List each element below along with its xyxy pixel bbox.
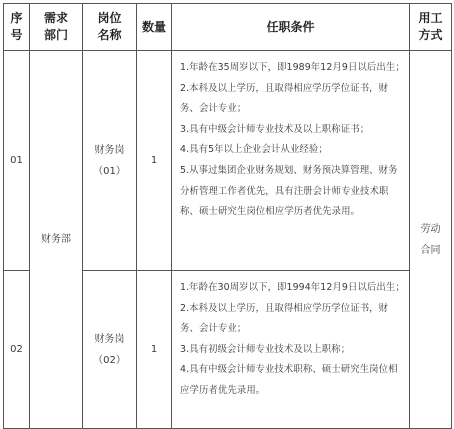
- count-cell: 1: [137, 51, 172, 271]
- requirements-cell: [172, 51, 410, 271]
- header-row: [4, 4, 452, 51]
- requirement-item: 1.年龄在30周岁以下，即1994年12月9日以后出生；: [180, 282, 405, 293]
- header-department: 需求 部门: [30, 4, 83, 51]
- requirements-cell: [172, 271, 410, 429]
- header-employment: 用工 方式: [410, 4, 452, 51]
- position-cell: 财务岗 （01）: [83, 51, 137, 271]
- position-cell: 财务岗 （02）: [83, 271, 137, 429]
- header-count: 数量: [137, 4, 172, 51]
- recruitment-table-container: [3, 3, 452, 429]
- requirement-item: 4.具有中级会计师专业技术职称、硕士研究生岗位相应学历者优先录用。: [180, 364, 398, 396]
- requirement-item: 1.年龄在35周岁以下，即1989年12月9日以后出生；: [180, 62, 405, 73]
- header-position: 岗位 名称: [83, 4, 137, 51]
- header-index: 序 号: [4, 4, 30, 51]
- requirement-item: 4.具有5年以上企业会计从业经验；: [180, 144, 328, 156]
- count-cell: 1: [137, 271, 172, 429]
- requirement-item: 3.具有初级会计师专业技术及以上职称；: [180, 343, 351, 355]
- recruitment-table: [3, 3, 452, 429]
- employment-type-cell: 劳动 合同: [410, 51, 452, 429]
- table-row: [4, 51, 452, 271]
- row-index: 01: [4, 51, 30, 271]
- row-index: 02: [4, 271, 30, 429]
- header-requirements: 任职条件: [172, 4, 410, 51]
- requirement-item: 2.本科及以上学历，且取得相应学历学位证书，财务、会计专业；: [180, 302, 389, 335]
- department-cell: 财务部: [30, 51, 83, 429]
- requirement-item: 5.从事过集团企业财务规划、财务预决算管理、财务分析管理工作者优先，具有注册会计师专业技术职称、硕士研究生岗位相应学历者优先录用。: [180, 164, 398, 218]
- requirement-item: 3.具有中级会计师专业技术及以上职称证书；: [180, 123, 370, 135]
- requirement-item: 2.本科及以上学历，且取得相应学历学位证书，财务、会计专业；: [180, 82, 389, 115]
